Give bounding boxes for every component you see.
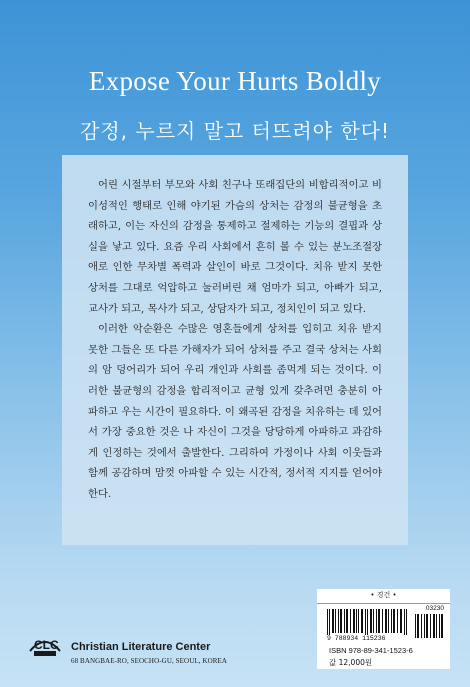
publisher-address: 68 BANGBAE-RO, SEOCHO-GU, SEOUL, KOREA [71, 657, 228, 665]
barcode-addon: 03230 [425, 605, 444, 612]
publisher-name: Christian Literature Center [71, 641, 211, 653]
publisher-logo-text: CLC [34, 638, 59, 652]
barcode-icon [327, 609, 409, 635]
binding-label: • 경건 • [370, 591, 397, 599]
paragraph-1: 어린 시절부터 부모와 사회 친구나 또래집단의 비합리적이고 비이성적인 행태로 인해 야기된 가슴의 상처는 감정의 불균형을 초래하고, 이는 자신의 감정을 통제하고 절제하는 기능의 결핍과 상실을 낳고 있다. 요즘 우리 사회에서 흔히 볼 수 있는 분노조절장애로 인한 무차별 폭력과 살인이 바로 그것이다. 치유 받지 못한 상처를 그대로 억압하고 눌러버린 채 엄마가 되고, 아빠가 되고, 교사가 되고, 목사가 되고, 상담자가 되고, 정치인이 되고 있다. [88, 179, 382, 315]
title-korean: 감정, 누르지 말고 터뜨려야 한다! [80, 119, 390, 143]
price: 값 12,000원 [329, 658, 373, 667]
title-english: Expose Your Hurts Boldly [88, 66, 382, 96]
body-text-box [62, 155, 408, 545]
paragraph-2: 이러한 악순환은 수많은 영혼들에게 상처를 입히고 치유 받지 못한 그들은 또 다른 가해자가 되어 상처를 주고 결국 상처는 사회의 암 덩어리가 되어 우리 개인과 사회를 좀먹게 되는 것이다. 이러한 불균형의 감정을 합리적이고 균형 있게 갖추려면 충분히 아파하고 우는 시간이 필요하다. 이 왜곡된 감정을 치유하는 데 있어서 가장 중요한 것은 나 자신이 그것을 당당하게 아파하고 과감하게 인정하는 것에서 출발한다. 그리하여 가정이나 사회 이웃들과 함께 공감하며 맘껏 아파할 수 있는 시간적, 정서적 지지를 얻어야 한다. [88, 323, 382, 500]
addon-barcode-icon [415, 614, 443, 638]
barcode-digits: 9 788934 115236 [327, 635, 386, 642]
barcode-box [317, 591, 450, 669]
isbn: ISBN 978-89-341-1523-6 [329, 646, 413, 655]
